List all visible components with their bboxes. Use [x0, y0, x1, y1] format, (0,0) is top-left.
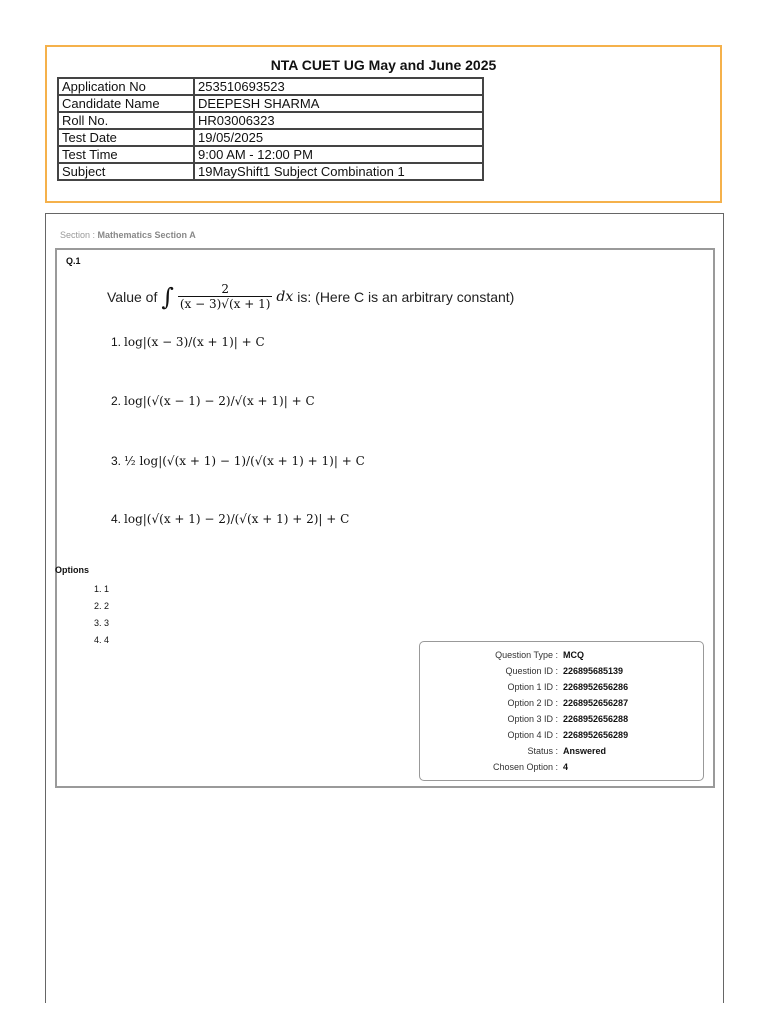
- option-item: 3. 3: [94, 618, 110, 628]
- info-row: [420, 682, 703, 698]
- row-value: 9:00 AM - 12:00 PM: [194, 146, 483, 163]
- info-row: [420, 730, 703, 746]
- candidate-table: [57, 77, 484, 181]
- choice-expression: log|(√(x − 1) − 2)/√(x + 1)| + C: [124, 394, 315, 408]
- choice-number: 1.: [111, 335, 122, 349]
- info-label: Option 3 ID :: [507, 714, 558, 724]
- table-row: [58, 163, 483, 180]
- row-value: 19/05/2025: [194, 129, 483, 146]
- info-row: [420, 714, 703, 730]
- section-prefix: Section :: [60, 230, 98, 240]
- question-info-box: [419, 641, 704, 781]
- option-item: 4. 4: [94, 635, 110, 645]
- info-value: 226895685139: [563, 666, 624, 676]
- info-value: Answered: [563, 746, 607, 756]
- row-value: 253510693523: [194, 78, 483, 95]
- row-label: Subject: [58, 163, 194, 180]
- info-value: MCQ: [563, 650, 584, 660]
- choice-expression: log|(x − 3)/(x + 1)| + C: [124, 335, 265, 349]
- integrand-denominator: (x − 3)√(x + 1): [179, 297, 271, 311]
- question-suffix: is: (Here C is an arbitrary constant): [297, 288, 515, 305]
- table-row: [58, 95, 483, 112]
- table-row: [58, 112, 483, 129]
- answer-choice-4: [111, 512, 349, 526]
- choice-number: 3.: [111, 454, 122, 468]
- info-label: Question ID :: [505, 666, 558, 676]
- info-label: Question Type :: [495, 650, 558, 660]
- table-row: [58, 146, 483, 163]
- info-row: [420, 746, 703, 762]
- row-value: 19MayShift1 Subject Combination 1: [194, 163, 483, 180]
- info-value: 2268952656287: [563, 698, 629, 708]
- question-number: Q.1: [66, 256, 81, 266]
- question-text: [107, 282, 514, 311]
- info-value: 2268952656286: [563, 682, 629, 692]
- options-heading: Options: [55, 565, 89, 575]
- options-list: [94, 581, 109, 649]
- info-label: Option 4 ID :: [507, 730, 558, 740]
- integrand-fraction: [178, 282, 273, 311]
- row-label: Candidate Name: [58, 95, 194, 112]
- integral-sign-icon: ∫: [161, 282, 174, 311]
- table-row: [58, 78, 483, 95]
- choice-expression: log|(√(x + 1) − 2)/(√(x + 1) + 2)| + C: [124, 512, 350, 526]
- choice-expression: ½ log|(√(x + 1) − 1)/(√(x + 1) + 1)| + C: [124, 454, 365, 468]
- row-label: Roll No.: [58, 112, 194, 129]
- info-row: [420, 650, 703, 666]
- section-label: [60, 230, 196, 240]
- info-row: [420, 666, 703, 682]
- row-label: Test Date: [58, 129, 194, 146]
- info-row: [420, 762, 703, 778]
- choice-number: 4.: [111, 512, 122, 526]
- answer-choice-3: [111, 454, 365, 468]
- info-label: Option 2 ID :: [507, 698, 558, 708]
- exam-title: NTA CUET UG May and June 2025: [270, 57, 497, 73]
- row-label: Test Time: [58, 146, 194, 163]
- answer-choice-2: [111, 394, 315, 408]
- integrand-numerator: 2: [221, 282, 229, 296]
- row-value: HR03006323: [194, 112, 483, 129]
- answer-choice-1: [111, 335, 265, 349]
- candidate-header: [45, 45, 722, 203]
- differential: dx: [276, 288, 294, 305]
- option-item: 2. 2: [94, 601, 110, 611]
- table-row: [58, 129, 483, 146]
- section-name: Mathematics Section A: [97, 230, 196, 240]
- info-value: 4: [563, 762, 569, 772]
- row-value: DEEPESH SHARMA: [194, 95, 483, 112]
- option-item: 1. 1: [94, 584, 110, 594]
- question-prefix: Value of: [107, 288, 158, 305]
- row-label: Application No: [58, 78, 194, 95]
- options-label: [55, 565, 89, 575]
- info-label: Option 1 ID :: [507, 682, 558, 692]
- info-label: Chosen Option :: [492, 762, 558, 772]
- info-value: 2268952656289: [563, 730, 629, 740]
- info-row: [420, 698, 703, 714]
- info-value: 2268952656288: [563, 714, 629, 724]
- info-label: Status :: [527, 746, 558, 756]
- choice-number: 2.: [111, 394, 122, 408]
